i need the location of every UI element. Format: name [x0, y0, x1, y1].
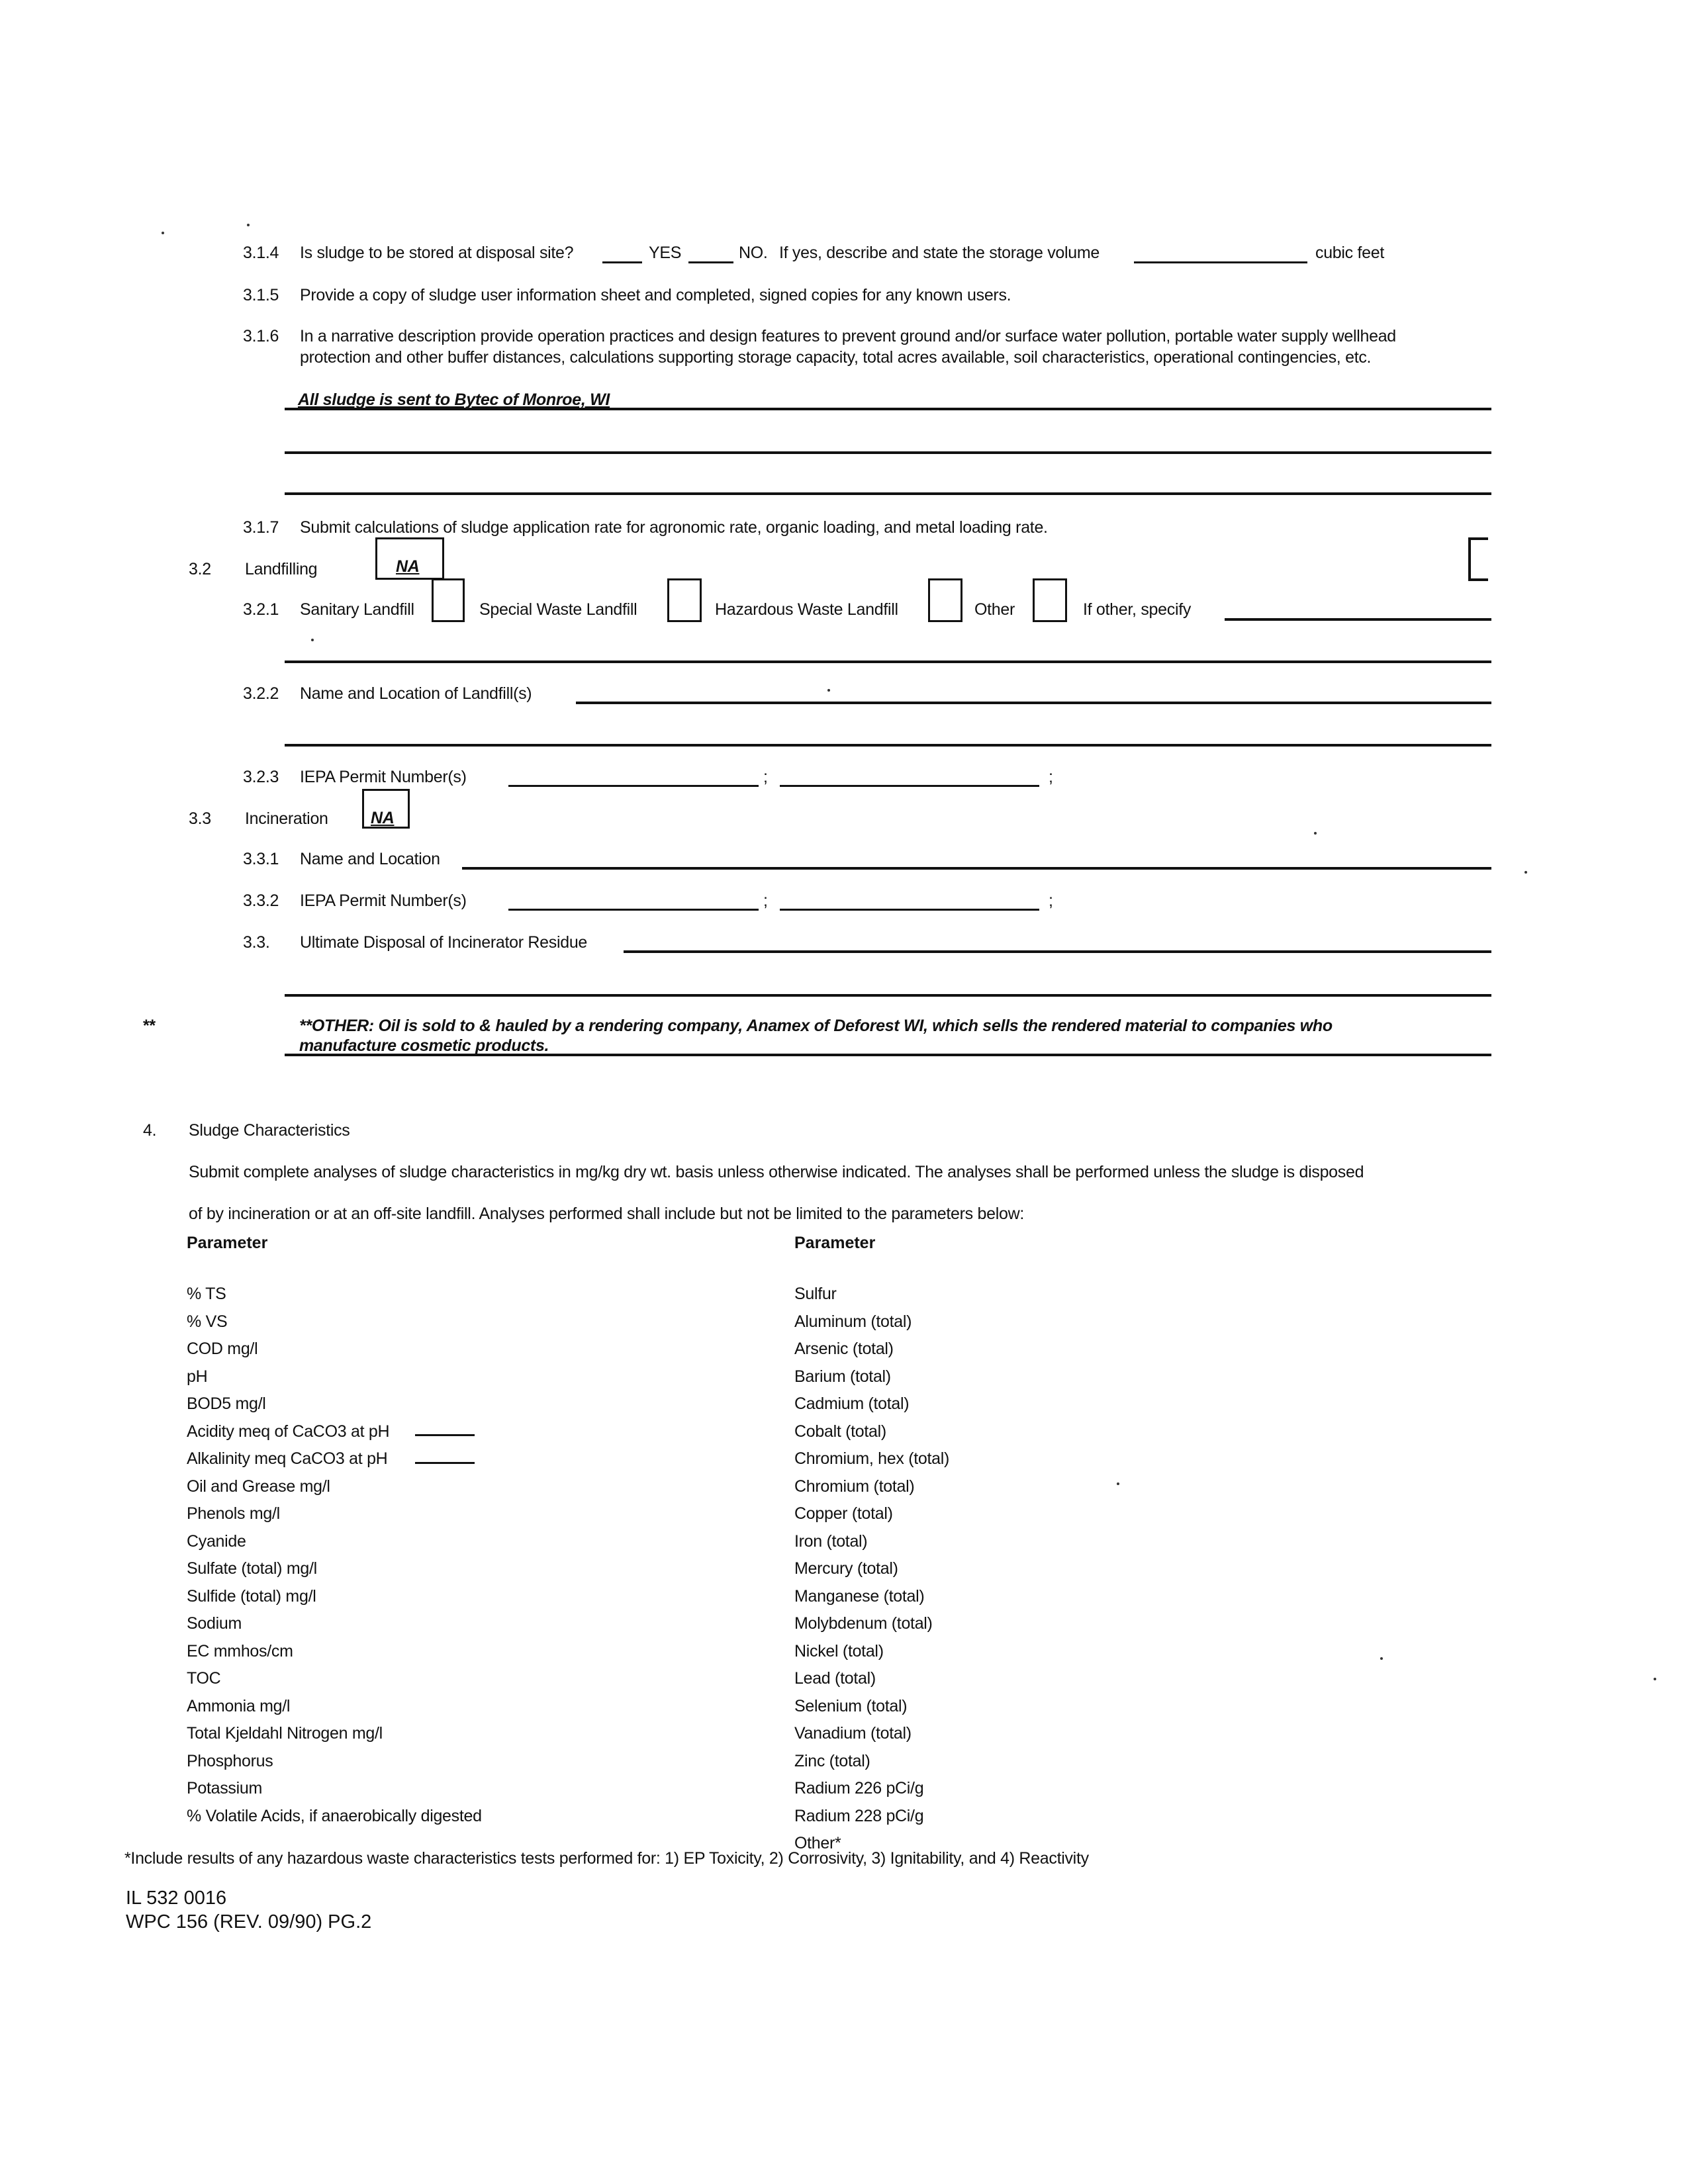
special-waste-landfill-label: Special Waste Landfill [479, 600, 637, 619]
landfill-name-location-line-2[interactable] [285, 744, 1491, 747]
parameter-item: Lead (total) [794, 1669, 876, 1688]
other-note-marker: ** [143, 1017, 156, 1035]
incinerator-name-location-label: Name and Location [300, 850, 440, 868]
no-blank[interactable] [688, 261, 733, 263]
item-number: 3.2.1 [243, 600, 279, 619]
item-number: 3.3.1 [243, 850, 279, 868]
narrative-line-2[interactable] [285, 451, 1491, 454]
narrative-answer: All sludge is sent to Bytec of Monroe, WI [298, 390, 610, 409]
parameter-item: Sulfide (total) mg/l [187, 1586, 316, 1606]
parameter-item: COD mg/l [187, 1340, 258, 1358]
parameter-list-right [794, 1281, 949, 1858]
landfill-permit-field-1[interactable] [508, 785, 759, 787]
analyses-instruction-line1: Submit complete analyses of sludge characteristics in mg/kg dry wt. basis unless otherwise indicated. The analyses shall be performed unless the sludge is disposed [189, 1163, 1364, 1181]
landfill-permit-label: IEPA Permit Number(s) [300, 768, 467, 786]
narrative-instruction-line2: protection and other buffer distances, calculations supporting storage capacity, total acres available, soil characteristics, operational contingencies, etc. [300, 348, 1372, 367]
analyses-instruction-line2: of by incineration or at an off-site landfill. Analyses performed shall include but not be limited to the parameters below: [189, 1205, 1024, 1223]
cubic-feet-unit: cubic feet [1315, 244, 1385, 262]
parameter-item: Barium (total) [794, 1367, 891, 1386]
separator: ; [763, 891, 768, 910]
storage-volume-field[interactable] [1134, 261, 1307, 263]
scan-speck [1524, 871, 1527, 874]
narrative-instruction-line1: In a narrative description provide operation practices and design features to prevent ground and/or surface water pollution, portable water supply wellhead [300, 327, 1396, 345]
other-specify-field[interactable] [1225, 618, 1491, 621]
residue-disposal-label: Ultimate Disposal of Incinerator Residue [300, 933, 588, 952]
parameter-item: Phosphorus [187, 1751, 273, 1770]
item-number: 3.2.2 [243, 684, 279, 703]
item-number: 3.1.5 [243, 286, 279, 304]
user-info-instruction: Provide a copy of sludge user information sheet and completed, signed copies for any known users. [300, 286, 1011, 304]
if-other-specify-label: If other, specify [1083, 600, 1192, 619]
parameter-item: Other* [794, 1834, 841, 1852]
other-specify-line-2[interactable] [285, 660, 1491, 663]
parameter-item: EC mmhos/cm [187, 1641, 293, 1661]
parameter-item: Phenols mg/l [187, 1504, 280, 1523]
narrative-line-1[interactable] [285, 408, 1491, 410]
edge-bracket-mark [1468, 537, 1488, 581]
no-label: NO. [739, 244, 768, 262]
item-number: 3.1.4 [243, 244, 279, 262]
parameter-item: Cadmium (total) [794, 1394, 910, 1413]
parameter-item: Zinc (total) [794, 1751, 870, 1770]
form-footer [126, 1886, 371, 1934]
sludge-characteristics-title: Sludge Characteristics [189, 1121, 350, 1140]
parameter-item: Vanadium (total) [794, 1724, 912, 1743]
parameter-item: Molybdenum (total) [794, 1614, 933, 1633]
parameter-item: Alkalinity meq CaCO3 at pH [187, 1449, 388, 1468]
section-number: 3.3 [189, 809, 211, 828]
other-checkbox[interactable] [1033, 578, 1067, 622]
parameter-item: Mercury (total) [794, 1559, 898, 1578]
item-number: 3.3. [243, 933, 270, 952]
incineration-label: Incineration [245, 809, 328, 828]
residue-disposal-line-2[interactable] [285, 994, 1491, 997]
landfill-name-location-field[interactable] [576, 702, 1491, 704]
parameter-item: Nickel (total) [794, 1641, 884, 1661]
stored-question: Is sludge to be stored at disposal site? [300, 244, 574, 262]
special-waste-landfill-checkbox[interactable] [667, 578, 702, 622]
incinerator-permit-label: IEPA Permit Number(s) [300, 891, 467, 910]
hazardous-tests-footnote: *Include results of any hazardous waste characteristics tests performed for: 1) EP Toxicity, 2) Corrosivity, 3) Ignitability, and 4) Reactivity [124, 1849, 1089, 1868]
parameter-item: Total Kjeldahl Nitrogen mg/l [187, 1724, 383, 1743]
separator: ; [1049, 768, 1053, 786]
alkalinity-ph-field[interactable] [415, 1462, 475, 1464]
incinerator-permit-field-1[interactable] [508, 909, 759, 911]
landfilling-na-mark: NA [396, 557, 420, 576]
landfill-permit-field-2[interactable] [780, 785, 1039, 787]
item-number: 3.1.6 [243, 327, 279, 345]
parameter-item: Radium 228 pCi/g [794, 1806, 924, 1825]
narrative-line-3[interactable] [285, 492, 1491, 495]
parameter-item: Chromium (total) [794, 1477, 915, 1496]
parameter-item: Radium 226 pCi/g [794, 1779, 924, 1797]
form-revision: WPC 156 (REV. 09/90) PG.2 [126, 1911, 372, 1933]
scan-speck [1380, 1657, 1383, 1660]
item-number: 3.1.7 [243, 518, 279, 537]
other-note-line2: manufacture cosmetic products. [299, 1036, 549, 1055]
parameter-item: Iron (total) [794, 1531, 868, 1551]
separator: ; [1049, 891, 1053, 910]
parameter-item: Potassium [187, 1779, 263, 1797]
parameter-item: Sodium [187, 1614, 242, 1633]
parameter-item: Ammonia mg/l [187, 1696, 291, 1715]
other-label: Other [974, 600, 1015, 619]
section-number: 3.2 [189, 560, 211, 578]
parameter-item: TOC [187, 1669, 221, 1688]
incineration-na-mark: NA [371, 809, 395, 827]
sanitary-landfill-checkbox[interactable] [432, 578, 465, 622]
separator: ; [763, 768, 768, 786]
scan-speck [1654, 1678, 1656, 1680]
item-number: 3.2.3 [243, 768, 279, 786]
parameter-item: Copper (total) [794, 1504, 893, 1523]
parameter-item: Oil and Grease mg/l [187, 1477, 330, 1496]
parameter-item: % TS [187, 1285, 226, 1303]
other-note-line1: **OTHER: Oil is sold to & hauled by a rendering company, Anamex of Deforest WI, which sells the rendered material to companies who [299, 1017, 1333, 1035]
sanitary-landfill-label: Sanitary Landfill [300, 600, 414, 619]
parameter-item: Sulfate (total) mg/l [187, 1559, 317, 1578]
parameter-item: Cyanide [187, 1531, 246, 1551]
parameter-item: Aluminum (total) [794, 1312, 912, 1331]
parameter-item: pH [187, 1367, 208, 1386]
parameter-item: % VS [187, 1312, 228, 1331]
parameter-list-left [187, 1281, 482, 1830]
calculations-instruction: Submit calculations of sludge application rate for agronomic rate, organic loading, and metal loading rate. [300, 518, 1048, 537]
parameter-item: Acidity meq of CaCO3 at pH [187, 1422, 390, 1441]
scan-speck [1314, 832, 1317, 835]
parameter-item: Sulfur [794, 1285, 837, 1303]
scan-speck [311, 639, 314, 641]
incinerator-name-location-field[interactable] [462, 867, 1491, 870]
yes-label: YES [649, 244, 682, 262]
parameter-header-right: Parameter [794, 1234, 876, 1252]
parameter-item: Manganese (total) [794, 1586, 925, 1606]
storage-volume-text: If yes, describe and state the storage volume [779, 244, 1100, 262]
incinerator-permit-field-2[interactable] [780, 909, 1039, 911]
parameter-item: BOD5 mg/l [187, 1394, 266, 1413]
parameter-item: Arsenic (total) [794, 1340, 894, 1358]
other-note-underline [285, 1054, 1491, 1056]
acidity-ph-field[interactable] [415, 1434, 475, 1436]
scan-speck [827, 689, 830, 692]
parameter-item: % Volatile Acids, if anaerobically digested [187, 1806, 482, 1825]
scan-speck [1117, 1482, 1119, 1485]
parameter-item: Selenium (total) [794, 1696, 908, 1715]
hazardous-waste-landfill-checkbox[interactable] [928, 578, 962, 622]
item-number: 3.3.2 [243, 891, 279, 910]
section-number: 4. [143, 1121, 157, 1140]
hazardous-waste-landfill-label: Hazardous Waste Landfill [715, 600, 898, 619]
parameter-item: Chromium, hex (total) [794, 1449, 950, 1468]
parameter-header-left: Parameter [187, 1234, 268, 1252]
scan-speck [247, 224, 250, 226]
yes-blank[interactable] [602, 261, 642, 263]
landfill-name-location-label: Name and Location of Landfill(s) [300, 684, 532, 703]
parameter-item: Cobalt (total) [794, 1422, 886, 1441]
scan-speck [162, 232, 164, 234]
landfilling-label: Landfilling [245, 560, 318, 578]
residue-disposal-field[interactable] [624, 950, 1491, 953]
form-id: IL 532 0016 [126, 1888, 227, 1909]
